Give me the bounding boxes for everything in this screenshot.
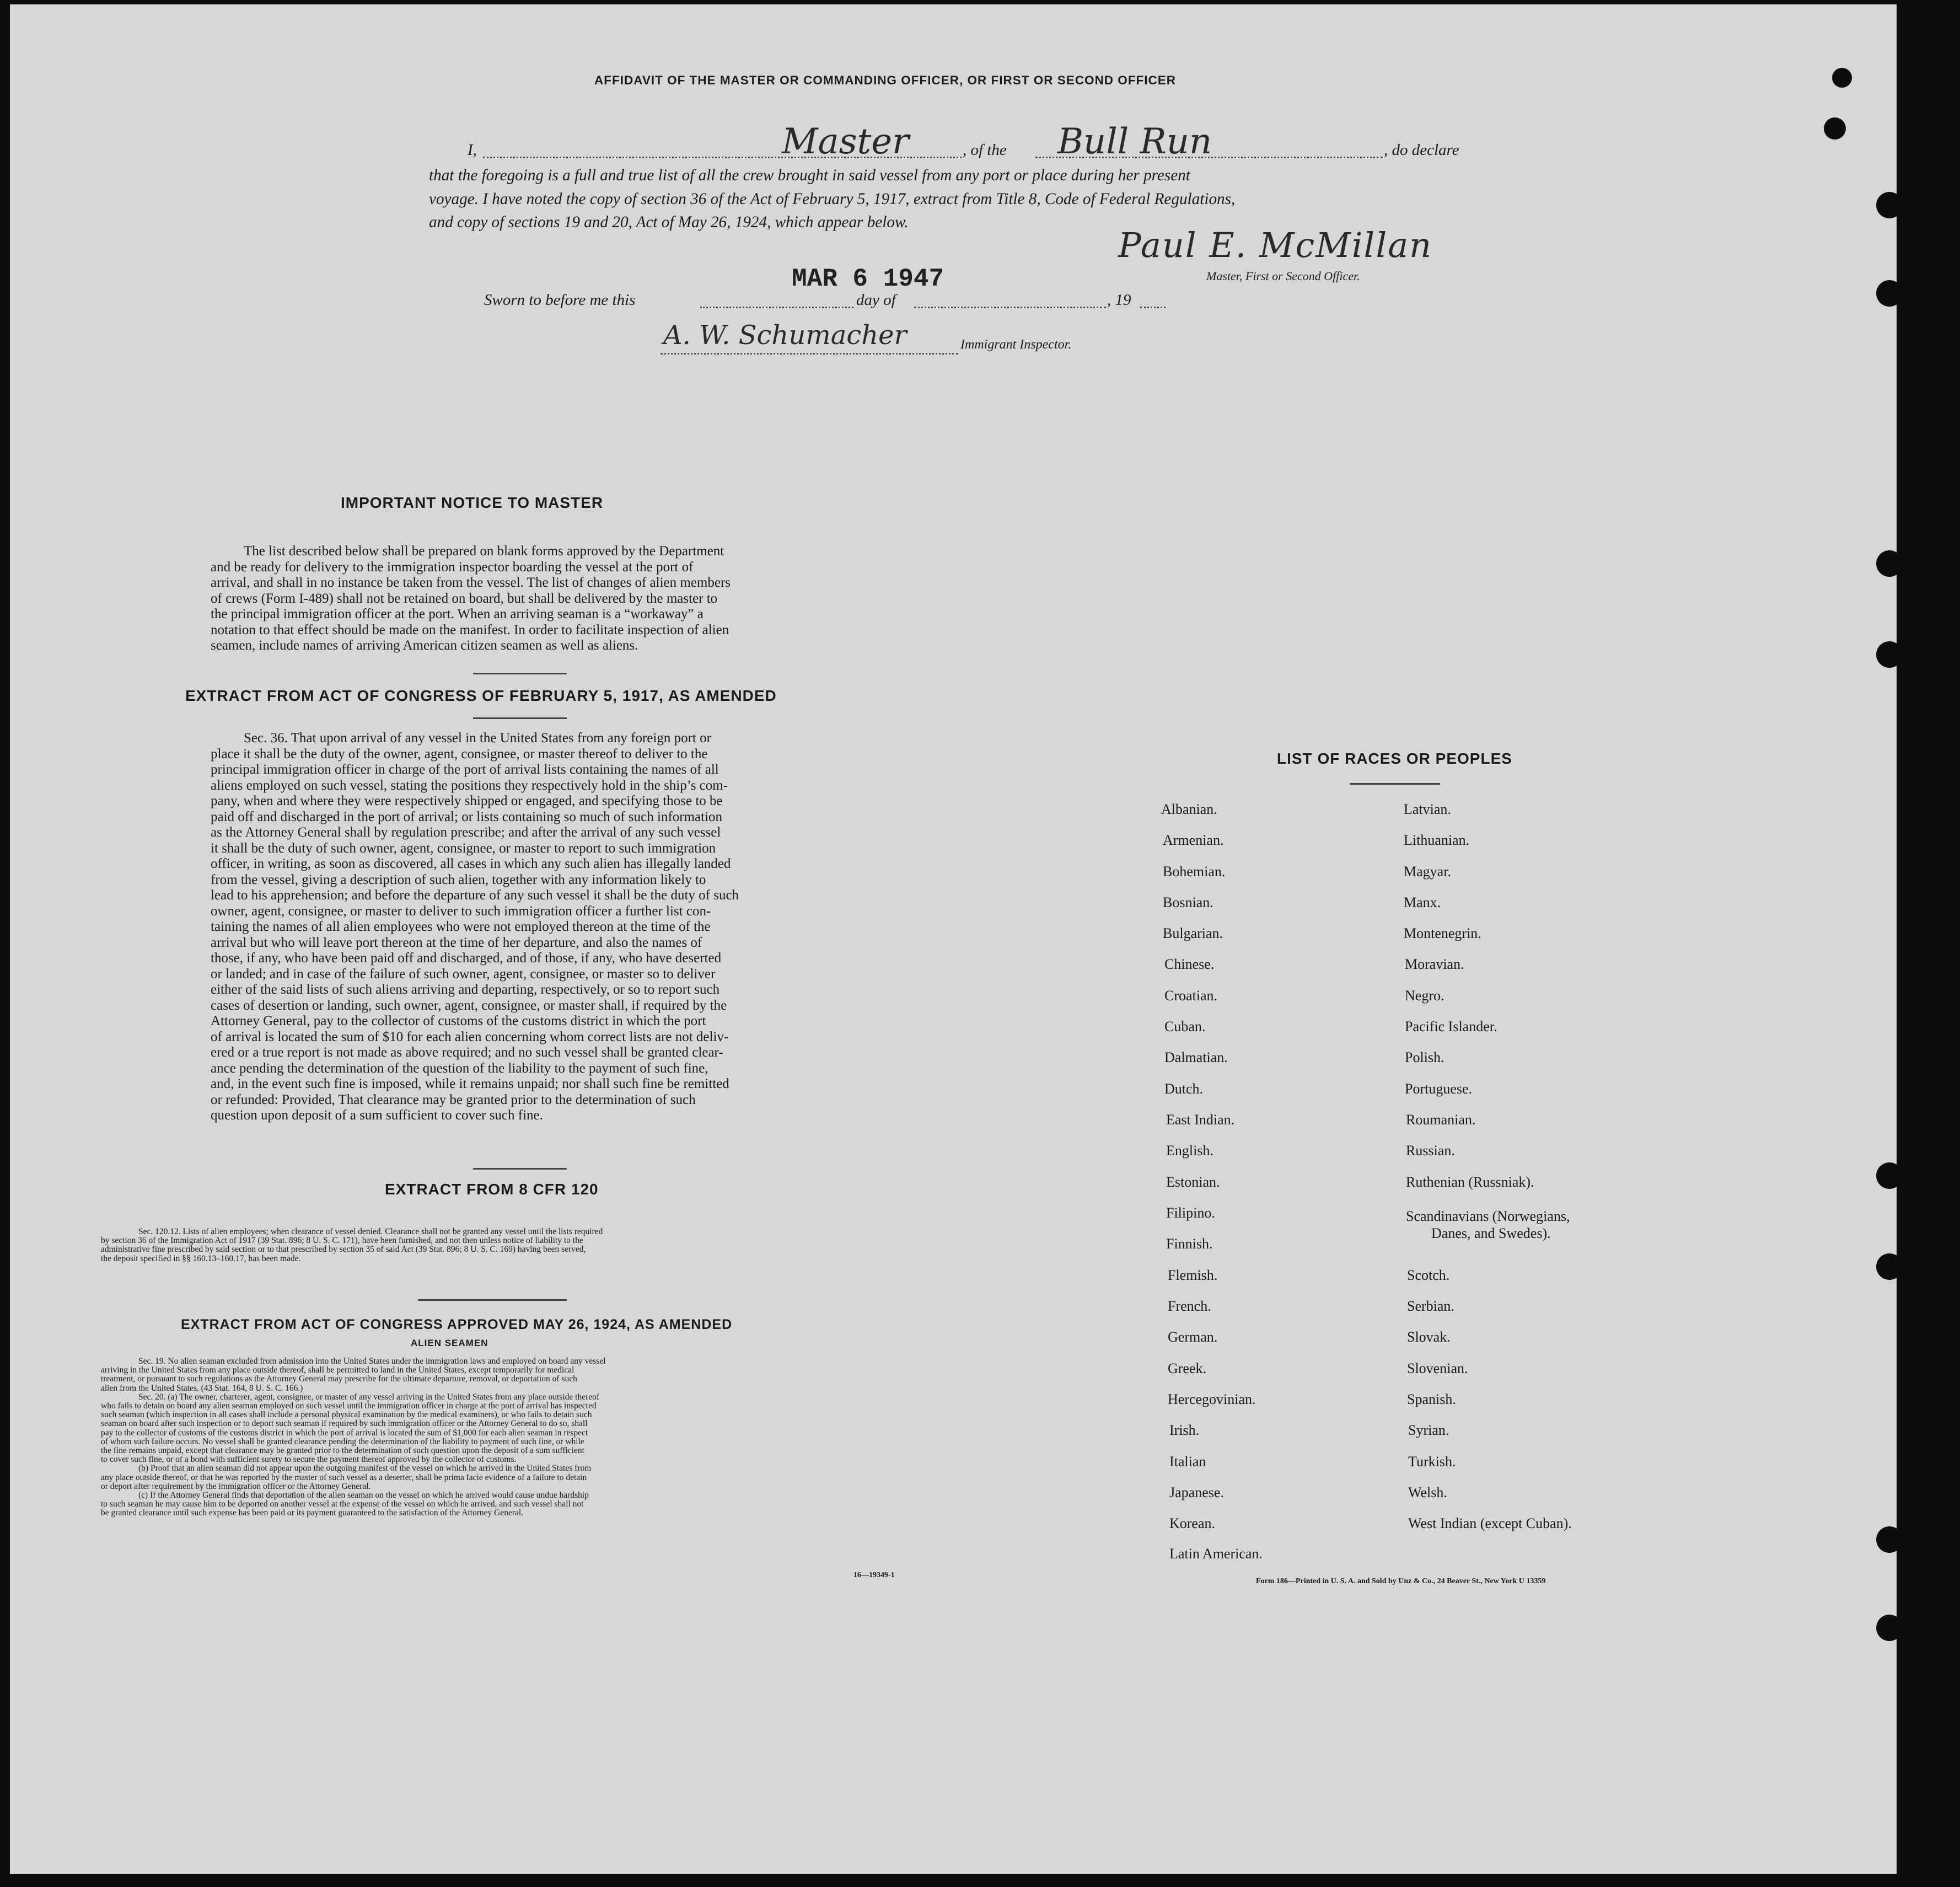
extract-cfr-line: Sec. 120.12. Lists of alien employees; when clearance of vessel denied. Clearance shall not be granted any vessel until the lists required <box>138 1227 603 1236</box>
race-item: Welsh. <box>1408 1484 1447 1500</box>
extract-1917-line: owner, agent, consignee, or master to deliver to such immigration officer a further list con- <box>211 903 711 919</box>
race-item: Montenegrin. <box>1404 925 1481 941</box>
race-item: Flemish. <box>1168 1267 1218 1283</box>
divider <box>473 717 567 719</box>
race-item: Filipino. <box>1166 1205 1215 1221</box>
race-item: Armenian. <box>1163 832 1224 848</box>
extract-1924-title: EXTRACT FROM ACT OF CONGRESS APPROVED MAY 26, 1924, AS AMENDED <box>181 1317 733 1332</box>
divider <box>418 1299 567 1301</box>
race-item: Syrian. <box>1408 1422 1449 1438</box>
of-the-label: , of the <box>963 141 1007 159</box>
race-item: Russian. <box>1406 1143 1455 1159</box>
extract-1924-line: treatment, or pursuant to such regulations as the Attorney General may prescribe for the ultimate departure, removal, or deportation of such <box>101 1374 577 1384</box>
divider <box>473 673 567 674</box>
affidavit-title: AFFIDAVIT OF THE MASTER OR COMMANDING OFFICER, OR FIRST OR SECOND OFFICER <box>594 73 1177 87</box>
printer-imprint: Form 186—Printed in U. S. A. and Sold by Unz & Co., 24 Beaver St., New York U 13359 <box>1256 1577 1546 1585</box>
notice-body <box>211 544 827 654</box>
race-item: Slovak. <box>1407 1329 1451 1345</box>
year-label: , 19 <box>1107 291 1131 309</box>
extract-cfr-line: the deposit specified in §§ 160.13–160.17, has been made. <box>101 1253 301 1263</box>
extract-1917-line: pany, when and where they were respectively shipped or engaged, and specifying those to be <box>211 794 723 808</box>
extract-1917-line: it shall be the duty of such owner, agent, consignee, or master to report to such immigration <box>211 840 716 856</box>
extract-1924-line: (b) Proof that an alien seaman did not appear upon the outgoing manifest of the vessel on which he arrived in the United States from <box>138 1464 592 1473</box>
extract-1924-subtitle: ALIEN SEAMEN <box>411 1338 488 1348</box>
race-item: Japanese. <box>1169 1484 1224 1500</box>
extract-1917-line: principal immigration officer in charge of the port of arrival lists containing the names of all <box>211 762 719 777</box>
race-item: Spanish. <box>1407 1391 1456 1407</box>
race-item: Estonian. <box>1166 1174 1220 1190</box>
extract-1917-line: taining the names of all alien employees who were not employed thereon at the time of the <box>211 919 711 934</box>
race-item: Bosnian. <box>1163 894 1213 910</box>
extract-1917-line: those, if any, who have been paid off and discharged, and of those, if any, who have deserted <box>211 951 722 966</box>
affidavit-body-line-2: voyage. I have noted the copy of section 36 of the Act of February 5, 1917, extract from Title 8, Code of Federal Regulations, <box>429 190 1236 208</box>
extract-1924-line: to cover such fine, or of a bond with sufficient surety to secure the payment thereof approved by the collector of customs. <box>101 1455 517 1465</box>
race-item: Latin American. <box>1169 1546 1263 1562</box>
race-item: Italian <box>1169 1454 1206 1470</box>
notice-title: IMPORTANT NOTICE TO MASTER <box>341 494 604 511</box>
sworn-label: Sworn to before me this <box>484 291 636 309</box>
race-item: Danes, and Swedes). <box>1431 1225 1551 1241</box>
form-page <box>10 4 1897 1874</box>
date-stamp: MAR 6 1947 <box>792 265 944 293</box>
race-item: Serbian. <box>1407 1298 1454 1314</box>
extract-1924-line: to such seaman he may cause him to be deported on another vessel at the expense of the vessel on which he arrived, and such vessel shall not <box>101 1499 584 1509</box>
extract-1924-line: the fine remains unpaid, except that clearance may be granted prior to the determination of such question upon the deposit of a sum sufficient <box>101 1446 584 1456</box>
extract-1924-line: be granted clearance until such expense has been paid or its payment guaranteed to the satisfaction of the Attorney General. <box>101 1508 524 1518</box>
punch-hole <box>1876 192 1897 218</box>
notice-line: The list described below shall be prepared on blank forms approved by the Department <box>244 544 724 559</box>
inspector-line <box>661 353 958 355</box>
race-item: Dutch. <box>1164 1081 1204 1097</box>
race-item: Chinese. <box>1164 956 1215 972</box>
punch-hole <box>1876 1615 1897 1641</box>
race-item: Turkish. <box>1408 1454 1456 1470</box>
extract-1917-title: EXTRACT FROM ACT OF CONGRESS OF FEBRUARY 5, 1917, AS AMENDED <box>185 687 777 704</box>
extract-1917-line: question upon deposit of a sum sufficient to cover such fine. <box>211 1108 543 1123</box>
notice-line: notation to that effect should be made on the manifest. In order to facilitate inspection of alien <box>211 622 729 637</box>
extract-1924-line: pay to the collector of customs of the customs district in which the port of arrival is located the sum of $1,000 for each alien seaman in respect <box>101 1428 588 1438</box>
extract-1917-line: Attorney General, pay to the collector of customs of the customs district in which the port <box>211 1014 706 1028</box>
divider <box>473 1168 567 1170</box>
race-item: Cuban. <box>1164 1018 1206 1034</box>
extract-1924-body <box>101 1357 911 1518</box>
extract-1917-line: cases of desertion or landing, such owner, agent, consignee, or master shall, if required by the <box>211 998 727 1013</box>
race-item: Dalmatian. <box>1164 1049 1228 1065</box>
race-item: Latvian. <box>1404 801 1451 817</box>
race-item: Ruthenian (Russniak). <box>1406 1174 1534 1190</box>
punch-hole <box>1876 1162 1897 1189</box>
race-item: Scandinavians (Norwegians, <box>1406 1208 1570 1224</box>
extract-1924-line: Sec. 20. (a) The owner, charterer, agent, consignee, or master of any vessel arriving in the United States from any place outside thereof <box>138 1392 600 1402</box>
notice-line: seamen, include names of arriving American citizen seamen as well as aliens. <box>211 638 638 653</box>
race-item: Finnish. <box>1166 1236 1213 1252</box>
day-of-label: day of <box>856 291 896 309</box>
master-signature-caption: Master, First or Second Officer. <box>1206 269 1360 283</box>
race-item: Slovenian. <box>1407 1360 1468 1376</box>
extract-1917-line: ance pending the determination of the question of the liability to the payment of such fine, <box>211 1060 708 1076</box>
extract-1917-line: lead to his apprehension; and before the departure of any such vessel it shall be the duty of such <box>211 888 739 903</box>
extract-1917-line: of arrival is located the sum of $10 for each alien concerning whom correct lists are not deliv- <box>211 1029 729 1044</box>
extract-1924-line: any place outside thereof, or that he was reported by the master of such vessel as a deserter, shall be prima facie evidence of a failure to detain <box>101 1472 587 1482</box>
race-item: Magyar. <box>1404 864 1451 880</box>
extract-cfr-title: EXTRACT FROM 8 CFR 120 <box>385 1181 599 1198</box>
race-item: Bohemian. <box>1163 864 1226 880</box>
punch-hole <box>1876 550 1897 577</box>
inspector-caption: Immigrant Inspector. <box>960 337 1072 352</box>
inspector-signature: A. W. Schumacher <box>663 320 907 351</box>
notice-line: of crews (Form I-489) shall not be retained on board, but shall be delivered by the master to <box>211 591 718 606</box>
race-item: Bulgarian. <box>1163 925 1223 941</box>
affidavit-i-label: I, <box>468 141 477 159</box>
extract-cfr-line: administrative fine prescribed by said section or to that prescribed by section 35 of said Act (39 Stat. 896; 8 U. S. C. 169) having been served, <box>101 1245 586 1255</box>
divider <box>1350 783 1440 785</box>
affidavit-body-line-1: that the foregoing is a full and true list of all the crew brought in said vessel from any port or place during her present <box>429 167 1190 184</box>
extract-1917-line: from the vessel, giving a description of such alien, together with any information likely to <box>211 872 706 887</box>
declarant-handwritten: Master <box>782 121 909 162</box>
extract-1917-line: officer, in writing, as soon as discovered, all cases in which any such alien has illegally landed <box>211 856 731 871</box>
race-item: Moravian. <box>1405 956 1464 972</box>
extract-1917-line: paid off and discharged in the port of arrival; or lists containing so much of such information <box>211 809 723 824</box>
extract-1917-line: or refunded: Provided, That clearance may be granted prior to the determination of such <box>211 1092 696 1107</box>
extract-1924-line: alien from the United States. (43 Stat. 164, 8 U. S. C. 166.) <box>101 1383 303 1393</box>
race-item: Lithuanian. <box>1404 832 1470 848</box>
extract-cfr-body <box>101 1227 911 1263</box>
race-item: Negro. <box>1405 988 1445 1004</box>
race-item: East Indian. <box>1166 1112 1235 1128</box>
race-item: West Indian (except Cuban). <box>1408 1515 1572 1531</box>
punch-hole <box>1876 280 1897 307</box>
race-item: German. <box>1168 1329 1218 1345</box>
notice-line: arrival, and shall in no instance be taken from the vessel. The list of changes of alien members <box>211 575 731 590</box>
master-signature: Paul E. McMillan <box>1118 225 1433 265</box>
extract-1924-line: (c) If the Attorney General finds that deportation of the alien seaman on the vessel on which he arrived would cause undue hardship <box>138 1491 589 1500</box>
punch-hole <box>1824 117 1846 140</box>
races-title: LIST OF RACES OR PEOPLES <box>1277 750 1512 767</box>
sworn-day-line <box>700 307 853 308</box>
extract-1917-line: ered or a true report is not made as above required; and no such vessel shall be granted clear- <box>211 1045 723 1060</box>
race-item: Albanian. <box>1161 801 1217 817</box>
extract-1917-line: arrival but who will leave port thereon at the time of her departure, and also the names of <box>211 935 702 950</box>
declare-label: , do declare <box>1384 141 1459 159</box>
race-item: Roumanian. <box>1406 1112 1476 1128</box>
notice-line: and be ready for delivery to the immigration inspector boarding the vessel at the port of <box>211 559 694 575</box>
punch-hole <box>1876 1526 1897 1553</box>
race-item: Hercegovinian. <box>1168 1391 1256 1407</box>
sworn-year-line <box>1140 307 1166 308</box>
extract-1924-line: Sec. 19. No alien seaman excluded from admission into the United States under the immigration laws and employed on board any vessel <box>138 1357 606 1366</box>
race-item: Manx. <box>1404 894 1441 910</box>
race-item: Polish. <box>1405 1049 1445 1065</box>
extract-1924-line: of whom such failure occurs. No vessel shall be granted clearance pending the determination of the liability to payment of such fine, or while <box>101 1436 584 1446</box>
race-item: Greek. <box>1168 1360 1207 1376</box>
extract-1924-line: who fails to detain on board any alien seaman employed on such vessel until the immigration officer in charge at the port of arrival has inspected <box>101 1401 597 1411</box>
extract-1917-body <box>211 731 827 1124</box>
punch-hole <box>1832 68 1852 88</box>
vessel-handwritten: Bull Run <box>1057 121 1212 162</box>
extract-1917-line: Sec. 36. That upon arrival of any vessel in the United States from any foreign port or <box>244 731 711 746</box>
extract-cfr-line: by section 36 of the Immigration Act of 1917 (39 Stat. 896; 8 U. S. C. 171), have been furnished, and not then unless notice of liability to the <box>101 1236 583 1246</box>
extract-1917-line: either of the said lists of such aliens arriving and departing, respectively, or so to report such <box>211 982 720 997</box>
race-item: Croatian. <box>1164 988 1218 1004</box>
extract-1924-line: arriving in the United States from any place outside thereof, shall be permitted to land in the United States, except temporarily for medical <box>101 1365 574 1375</box>
extract-1924-line: seaman on board after such inspection or to deport such seaman if required by such immigration officer or the Attorney General to do so, shall <box>101 1419 588 1429</box>
race-item: Pacific Islander. <box>1405 1018 1497 1034</box>
extract-1917-line: and, in the event such fine is imposed, while it remains unpaid; nor shall such fine be remitted <box>211 1076 729 1091</box>
form-number: 16—19349-1 <box>853 1571 895 1579</box>
notice-line: the principal immigration officer at the port. When an arriving seaman is a “workaway” a <box>211 607 704 621</box>
extract-1917-line: aliens employed on such vessel, stating the positions they respectively hold in the ship’s com- <box>211 778 728 793</box>
race-item: French. <box>1168 1298 1211 1314</box>
race-item: Korean. <box>1169 1515 1216 1531</box>
extract-1924-line: or deport after requirement by the immigration officer or the Attorney General. <box>101 1481 371 1491</box>
extract-1917-line: as the Attorney General shall by regulation prescribe; and after the arrival of any such vessel <box>211 825 721 840</box>
extract-1917-line: place it shall be the duty of the owner, agent, consignee, or master thereof to deliver to the <box>211 746 708 762</box>
race-item: Irish. <box>1169 1422 1200 1438</box>
race-item: English. <box>1166 1143 1213 1159</box>
punch-hole <box>1876 1253 1897 1280</box>
sworn-month-line <box>914 307 1106 308</box>
race-item: Portuguese. <box>1405 1081 1473 1097</box>
extract-1917-line: or landed; and in case of the failure of such owner, agent, consignee, or master so to deliver <box>211 966 716 982</box>
affidavit-body-line-3: and copy of sections 19 and 20, Act of May 26, 1924, which appear below. <box>429 213 909 231</box>
race-item: Scotch. <box>1407 1267 1450 1283</box>
extract-1924-line: such seaman (which inspection in all cases shall include a personal physical examination by the medical examiners), or who fails to detain such <box>101 1410 592 1420</box>
punch-hole <box>1876 641 1897 668</box>
